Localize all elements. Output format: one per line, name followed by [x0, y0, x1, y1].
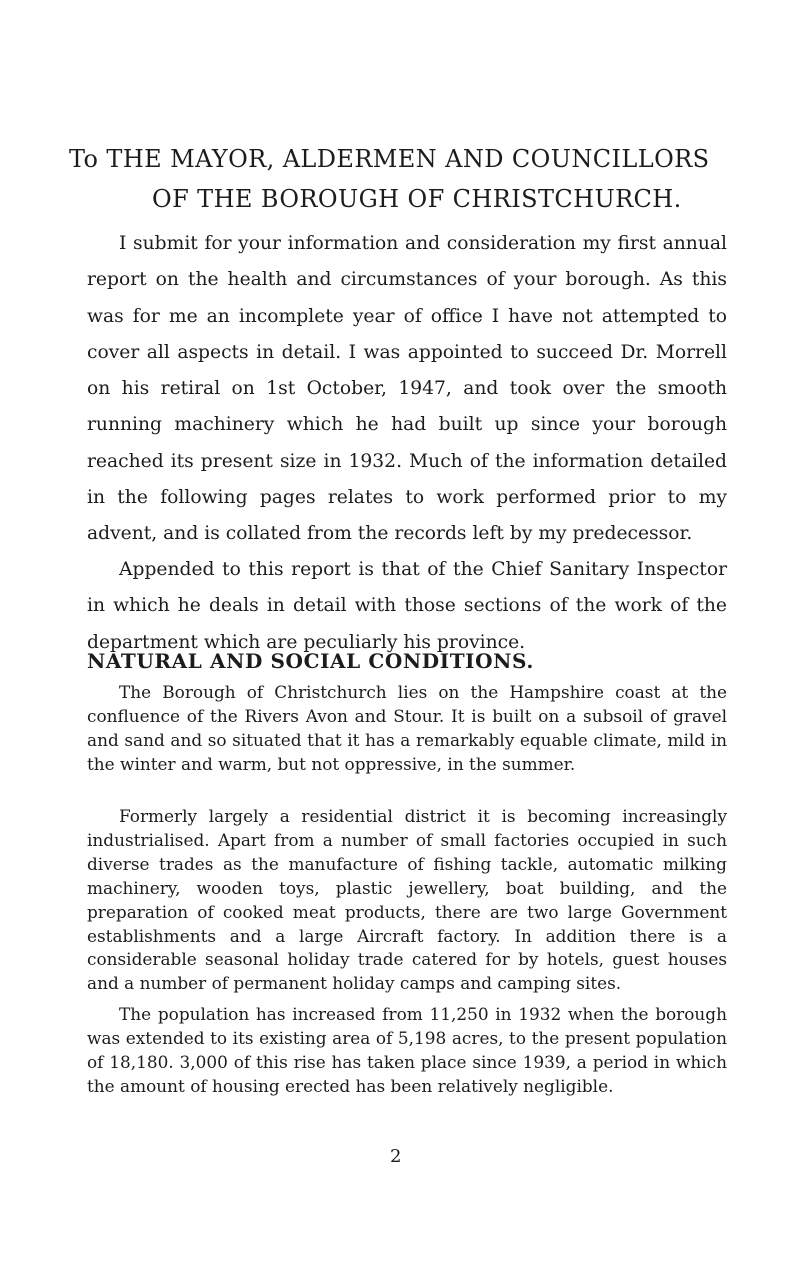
section-paragraph-1: The Borough of Christchurch lies on the Hampshire coast at the confluence of the Rivers Avon and Stour. It is built on a subsoil of gravel and sand and so situated that it has a remarkably equable climate, mild in the winter and warm, but not oppressive, in the summer.	[87, 682, 727, 774]
section-title: NATURAL AND SOCIAL CONDITIONS.	[87, 649, 534, 673]
intro-paragraph-2: Appended to this report is that of the Chief Sanitary Inspector in which he deals in detail with those sections of the work of the department which are peculiarly his province.	[87, 559, 727, 653]
section-paragraph-3: The population has increased from 11,250 in 1932 when the borough was extended to its existing area of 5,198 acres, to the present population of 18,180. 3,000 of this rise has taken place since 1939, a period in which the amount of housing erected has been relatively negligible.	[87, 1004, 727, 1096]
section-paragraph-2: Formerly largely a residential district it is becoming increasingly industrialised. Apart from a number of small factories occupied in such diverse trades as the manufacture of fishing tackle, automatic milking machinery, wooden toys, plastic jewellery, boat building, and the preparation of cooked meat products, there are two large Government establishments and a large Aircraft factory. In addition there is a considerable seasonal holiday trade catered for by hotels, guest houses and a number of permanent holiday camps and camping sites.	[87, 806, 727, 994]
intro-paragraph-1: I submit for your information and consideration my first annual report on the health and circumstances of your borough. As this was for me an incomplete year of office I have not attempted to cover all aspects in detail. I was appointed to succeed Dr. Morrell on his retiral on 1st October, 1947, and took over the smooth running machinery which he had built up since your borough reached its present size in 1932. Much of the information detailed in the following pages relates to work performed prior to my advent, and is collated from the records left by my predecessor.	[87, 233, 727, 545]
page-number: 2	[390, 1146, 402, 1167]
address-heading-line-2: OF THE BOROUGH OF CHRISTCHURCH.	[152, 185, 682, 213]
address-heading-line-1: To THE MAYOR, ALDERMEN AND COUNCILLORS	[69, 145, 710, 173]
